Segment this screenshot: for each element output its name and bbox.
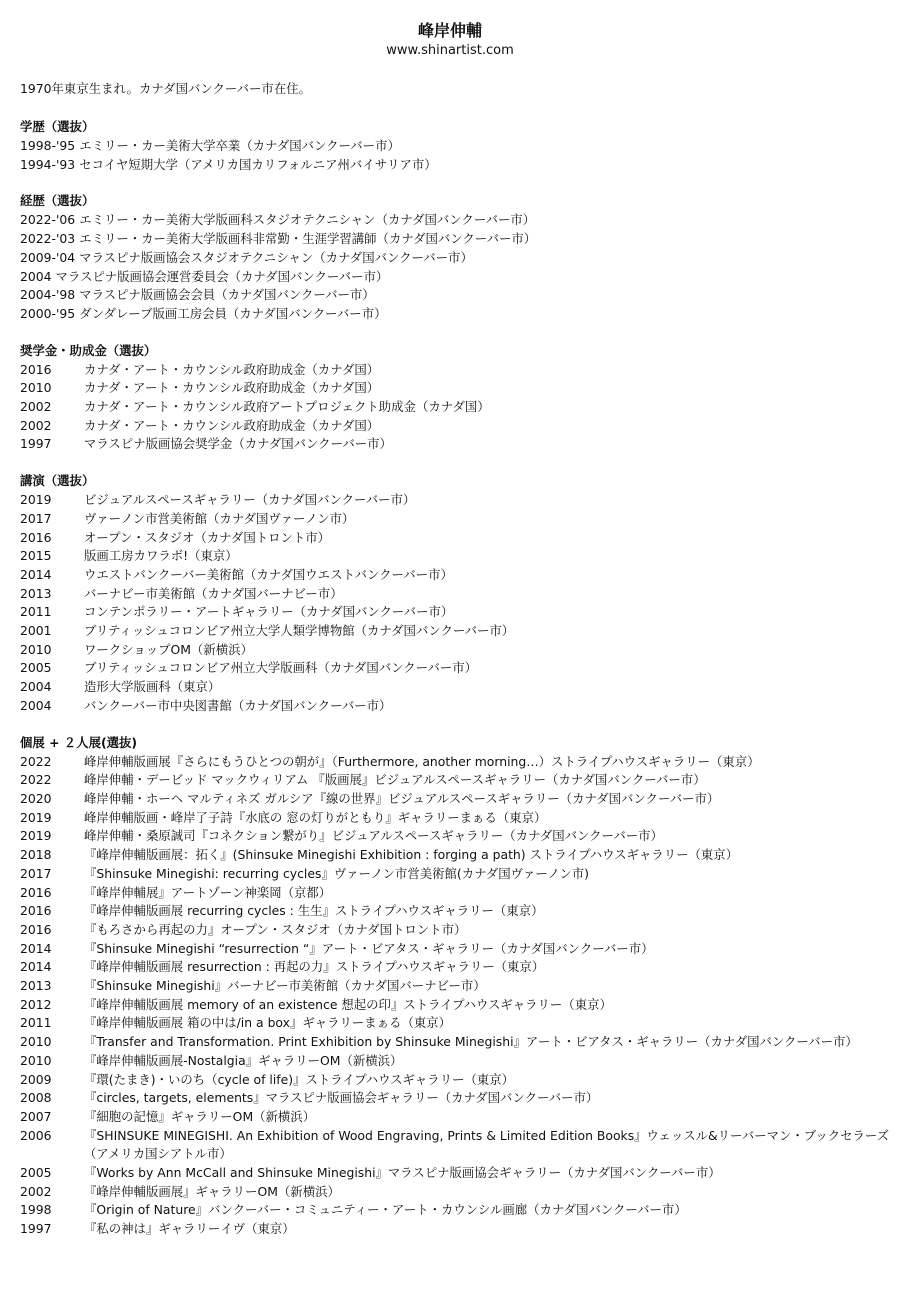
item-year: 2019: [20, 492, 52, 508]
exhibitions-list: [20, 753, 892, 1239]
item-year: 2004: [20, 679, 52, 695]
item-text: ウエストバンクーバー美術館（カナダ国ウエストバンクーバー市）: [84, 566, 453, 582]
item-year: 2014: [20, 959, 52, 975]
item-text: ビジュアルスペースギャラリー（カナダ国バンクーバー市）: [84, 492, 416, 508]
item-text: ブリティッシュコロンビア州立大学人類学博物館（カナダ国バンクーバー市）: [84, 623, 515, 639]
item-text: 『circles, targets, elements』マラスピナ版画協会ギャラリー（カナダ国バンクーバー市）: [84, 1090, 599, 1106]
list-item: [20, 510, 892, 529]
list-item: [20, 958, 892, 977]
item-year: 1994-'93: [20, 156, 76, 172]
item-text: バンクーバー市中央図書館（カナダ国バンクーバー市）: [84, 697, 392, 713]
item-text: 『峰岸伸輔版画展』ギャラリーOM（新横浜）: [84, 1183, 340, 1199]
item-year: 2001: [20, 623, 52, 639]
list-item: [20, 529, 892, 548]
item-year: 2010: [20, 1052, 52, 1068]
item-year: 2002: [20, 1183, 52, 1199]
item-text: 『峰岸伸輔版画展 recurring cycles : 生生』ストライプハウスギャラリー（東京）: [84, 903, 544, 919]
list-item: [20, 361, 892, 380]
item-text: ワークショップOM（新横浜）: [84, 641, 253, 657]
item-year: 2012: [20, 996, 52, 1012]
item-year: 2002: [20, 417, 52, 433]
section-title: 個展 + ２人展(選抜): [20, 734, 138, 750]
item-text: セコイヤ短期大学（アメリカ国カリフォルニア州バイサリア市）: [79, 156, 437, 172]
item-text: ダンダレーブ版画工房会員（カナダ国バンクーバー市）: [79, 305, 387, 321]
list-item: [20, 547, 892, 566]
item-year: 2017: [20, 510, 52, 526]
item-year: 2009-'04: [20, 249, 76, 265]
list-item: [20, 865, 892, 884]
list-item: [20, 1014, 892, 1033]
list-item: [20, 379, 892, 398]
item-text: マラスピナ版画協会運営委員会（カナダ国バンクーバー市）: [55, 268, 389, 284]
item-text: 『私の神は』ギャラリーイヴ（東京）: [84, 1221, 295, 1237]
item-text: 峰岸伸輔版画・峰岸了子詩『水底の 窓の灯りがともり』ギャラリーまぁる（東京）: [84, 809, 547, 825]
item-year: 2017: [20, 865, 52, 881]
item-year: 2016: [20, 921, 52, 937]
item-year: 2022: [20, 753, 52, 769]
list-item: [20, 809, 892, 828]
item-year: 1998-'95: [20, 138, 76, 153]
item-year: 2004: [20, 268, 52, 284]
list-item: [20, 1127, 892, 1164]
item-text: 峰岸伸輔・デービッド マックウィリアム 『版画展』ビジュアルスペースギャラリー（カナダ国バンクーバー市）: [84, 772, 706, 788]
list-item: [20, 641, 892, 660]
list-item: [20, 137, 892, 156]
item-year: 2013: [20, 978, 52, 994]
item-year: 1997: [20, 436, 52, 452]
item-year: 2016: [20, 361, 52, 377]
item-year: 2019: [20, 809, 52, 825]
item-year: 2006: [20, 1127, 52, 1143]
section-title: 学歴（選抜）: [20, 119, 95, 134]
item-year: 2000-'95: [20, 305, 76, 321]
item-text: エミリー・カー美術大学版画科スタジオテクニシャン（カナダ国バンクーバー市）: [79, 212, 536, 228]
list-item: [20, 697, 892, 716]
item-text: 『Shinsuke Minegishi “resurrection “』アート・ビアタス・ギャラリー（カナダ国バンクーバー市）: [84, 940, 654, 956]
list-item: [20, 268, 892, 287]
section-title: 奨学金・助成金（選抜）: [20, 342, 157, 358]
item-text: 峰岸伸輔・ホーヘ マルティネズ ガルシア『線の世界』ビジュアルスペースギャラリー（カナダ国バンクーバー市）: [84, 790, 720, 806]
list-item: [20, 1201, 892, 1220]
item-year: 2004: [20, 697, 52, 713]
list-item: [20, 230, 892, 249]
item-year: 2020: [20, 790, 52, 806]
list-item: [20, 435, 892, 454]
item-text: エミリー・カー美術大学版画科非常勤・生涯学習講師（カナダ国バンクーバー市）: [79, 231, 537, 247]
list-item: [20, 1164, 892, 1183]
list-item: [20, 827, 892, 846]
item-year: 2010: [20, 1034, 52, 1050]
item-text: 造形大学版画科（東京）: [84, 679, 221, 695]
education-list: [20, 137, 892, 174]
item-year: 2005: [20, 660, 52, 676]
intro-text: 1970年東京生まれ。カナダ国バンクーバー市在住。: [20, 81, 311, 96]
lectures-list: [20, 491, 892, 715]
item-year: 2002: [20, 399, 52, 415]
item-year: 2009: [20, 1071, 52, 1087]
item-year: 2010: [20, 380, 52, 396]
list-item: [20, 884, 892, 903]
item-text: 『Shinsuke Minegishi: recurring cycles』ヴァーノン市営美術館(カナダ国ヴァーノン市): [84, 865, 589, 881]
list-item: [20, 1108, 892, 1127]
list-item: [20, 790, 892, 809]
item-text: オープン・スタジオ（カナダ国トロント市）: [84, 529, 331, 545]
career-section: [20, 192, 892, 323]
item-year: 2011: [20, 604, 52, 620]
item-year: 2005: [20, 1165, 52, 1181]
list-item: [20, 603, 892, 622]
section-title: 講演（選抜）: [20, 473, 95, 489]
item-year: 1998: [20, 1202, 52, 1218]
list-item: [20, 1183, 892, 1202]
item-year: 2016: [20, 903, 52, 919]
item-text: マラスピナ版画協会会員（カナダ国バンクーバー市）: [79, 287, 375, 303]
item-text: 『峰岸伸輔版画展 memory of an existence 想起の印』ストライプハウスギャラリー（東京）: [84, 996, 612, 1012]
list-item: [20, 921, 892, 940]
item-year: 2014: [20, 566, 52, 582]
list-item: [20, 846, 892, 865]
career-list: [20, 211, 892, 323]
item-year: 2008: [20, 1090, 52, 1106]
item-year: 2013: [20, 585, 52, 601]
item-year: 2022-'06: [20, 212, 76, 228]
item-text: ヴァーノン市営美術館（カナダ国ヴァーノン市）: [84, 510, 355, 526]
education-section: [20, 118, 892, 174]
item-text: 『細胞の記憶』ギャラリーOM（新横浜）: [84, 1108, 316, 1124]
item-text: マラスピナ版画協会奨学金（カナダ国バンクーバー市）: [84, 436, 392, 452]
item-text: 『Origin of Nature』バンクーバー・コミュニティー・アート・カウンシル画廊（カナダ国バンクーバー市）: [84, 1202, 687, 1218]
item-year: 2018: [20, 847, 52, 863]
item-year: 2015: [20, 548, 52, 564]
item-text: 『Works by Ann McCall and Shinsuke Minegishi』マラスピナ版画協会ギャラリー（カナダ国バンクーバー市）: [84, 1165, 721, 1181]
lectures-section: [20, 472, 892, 715]
website-link[interactable]: www.shinartist.com: [386, 43, 514, 58]
item-year: 1997: [20, 1221, 52, 1237]
item-text: 『SHINSUKE MINEGISHI. An Exhibition of Wood Engraving, Prints & Limited Edition Books』ウェッスル&リーバーマン・ブックセラーズ（アメリカ国シアトル市）: [84, 1127, 890, 1162]
item-text: カナダ・アート・カウンシル政府アートプロジェクト助成金（カナダ国）: [84, 399, 490, 415]
item-year: 2014: [20, 940, 52, 956]
item-text: カナダ・アート・カウンシル政府助成金（カナダ国）: [84, 380, 380, 396]
list-item: [20, 286, 892, 305]
item-text: 『峰岸伸輔版画展-Nostalgia』ギャラリーOM（新横浜）: [84, 1052, 403, 1068]
item-text: 『Shinsuke Minegishi』バーナビー市美術館（カナダ国バーナビー市）: [84, 978, 486, 994]
item-year: 2007: [20, 1108, 52, 1124]
list-item: [20, 678, 892, 697]
item-year: 2022: [20, 772, 52, 788]
item-text: 『Transfer and Transformation. Print Exhibition by Shinsuke Minegishi』アート・ビアタス・ギャラリー（カナダ国バンクーバー市）: [84, 1034, 858, 1050]
list-item: [20, 1089, 892, 1108]
list-item: [20, 902, 892, 921]
item-text: エミリー・カー美術大学卒業（カナダ国バンクーバー市）: [79, 138, 400, 153]
list-item: [20, 566, 892, 585]
list-item: [20, 659, 892, 678]
item-year: 2019: [20, 828, 52, 844]
item-text: 峰岸伸輔・桑原誠司『コネクション繋がり』ビジュアルスペースギャラリー（カナダ国バンクーバー市）: [84, 828, 663, 844]
exhibitions-section: [20, 734, 892, 1239]
item-year: 2016: [20, 884, 52, 900]
item-text: 『峰岸伸輔展』アートゾーン神楽岡（京都）: [84, 884, 332, 900]
list-item: [20, 398, 892, 417]
list-item: [20, 622, 892, 641]
item-year: 2022-'03: [20, 231, 76, 247]
list-item: [20, 1033, 892, 1052]
list-item: [20, 211, 892, 230]
list-item: [20, 1220, 892, 1239]
item-text: 版画工房カワラボ!（東京）: [84, 548, 238, 564]
list-item: [20, 417, 892, 436]
item-text: コンテンポラリー・アートギャラリー（カナダ国バンクーバー市）: [84, 604, 454, 620]
item-text: 『峰岸伸輔版画展 箱の中は/in a box』ギャラリーまぁる（東京）: [84, 1015, 452, 1031]
list-item: [20, 1071, 892, 1090]
list-item: [20, 491, 892, 510]
item-text: 峰岸伸輔版画展『さらにもうひとつの朝が』（Furthermore, another morning…）ストライプハウスギャラリー（東京）: [84, 753, 760, 769]
item-text: 『峰岸伸輔版画展：拓く』(Shinsuke Minegishi Exhibition : forging a path) ストライプハウスギャラリー（東京）: [84, 847, 739, 863]
section-title: 経歴（選抜）: [20, 193, 95, 209]
list-item: [20, 305, 892, 324]
item-year: 2004-'98: [20, 287, 76, 303]
grants-section: [20, 342, 892, 455]
artist-name: 峰岸伸輔: [417, 21, 482, 40]
cv-header: [0, 0, 900, 60]
list-item: [20, 753, 892, 772]
list-item: [20, 940, 892, 959]
list-item: [20, 977, 892, 996]
item-text: カナダ・アート・カウンシル政府助成金（カナダ国）: [84, 361, 380, 377]
item-year: 2010: [20, 641, 52, 657]
item-text: カナダ・アート・カウンシル政府助成金（カナダ国）: [84, 417, 380, 433]
list-item: [20, 249, 892, 268]
list-item: [20, 771, 892, 790]
item-year: 2011: [20, 1015, 52, 1031]
item-year: 2016: [20, 529, 52, 545]
item-text: 『環(たまき)・いのち（cycle of life)』ストライプハウスギャラリー（東京）: [84, 1071, 515, 1087]
item-text: バーナビー市美術館（カナダ国バーナビー市）: [84, 585, 343, 601]
cv-content: [20, 80, 892, 1239]
list-item: [20, 585, 892, 604]
list-item: [20, 1052, 892, 1071]
item-text: 『もろさから再起の力』オープン・スタジオ（カナダ国トロント市）: [84, 921, 467, 937]
item-text: 『峰岸伸輔版画展 resurrection : 再起の力』ストライプハウスギャラリー（東京）: [84, 959, 545, 975]
item-text: マラスピナ版画協会スタジオテクニシャン（カナダ国バンクーバー市）: [79, 249, 473, 265]
grants-list: [20, 361, 892, 455]
list-item: [20, 156, 892, 175]
list-item: [20, 996, 892, 1015]
item-text: ブリティッシュコロンビア州立大学版画科（カナダ国バンクーバー市）: [84, 660, 478, 676]
